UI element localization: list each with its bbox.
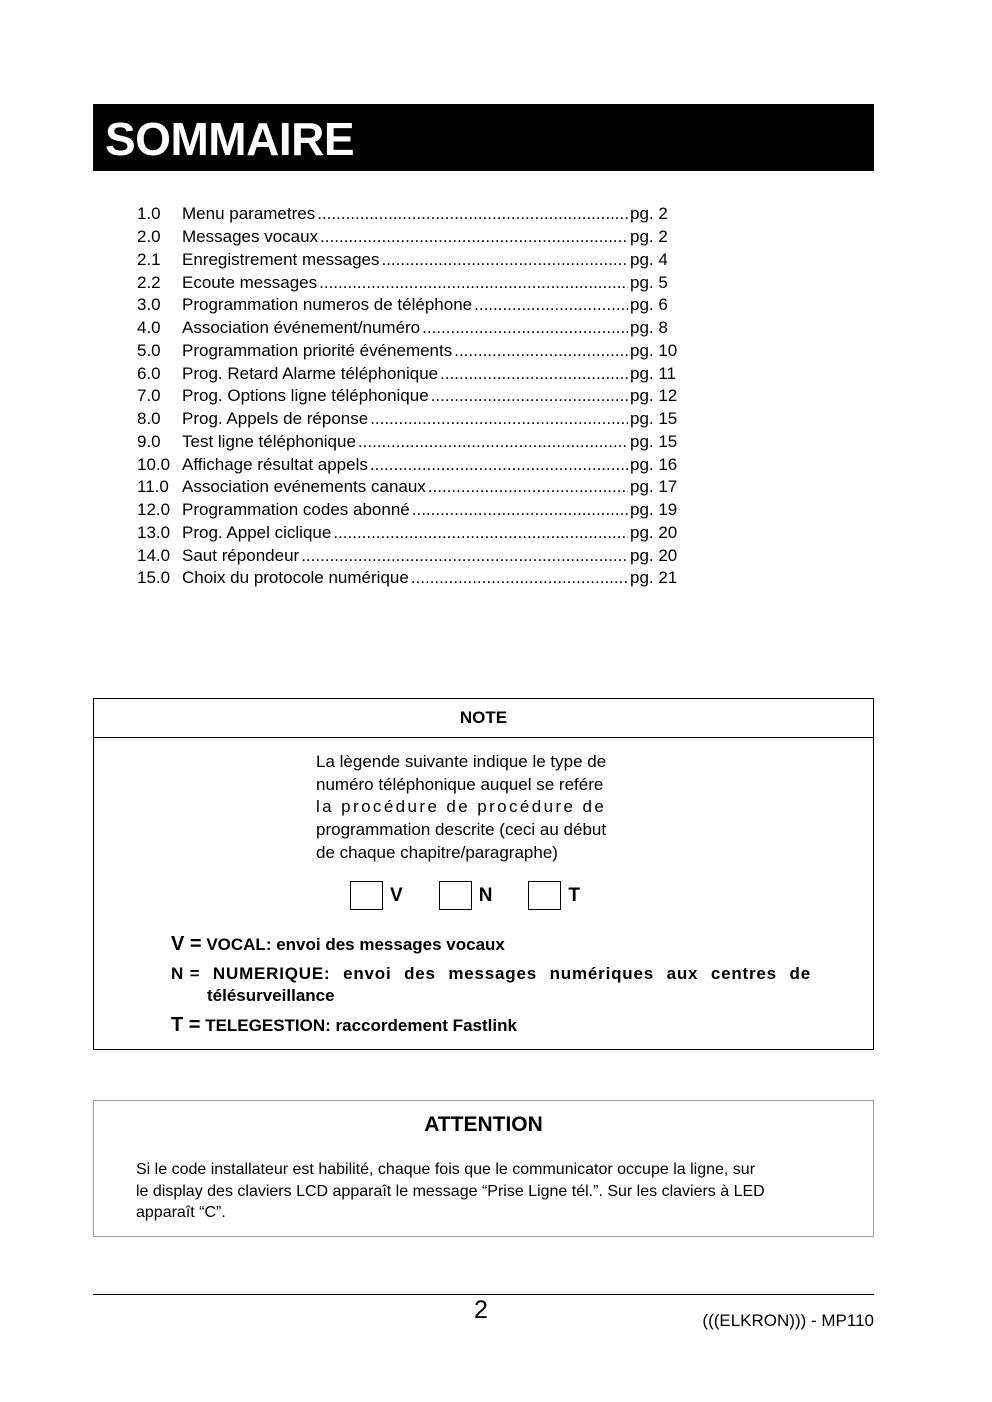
toc-title: Test ligne téléphonique	[182, 431, 356, 451]
definition-word: NUMERIQUE:	[212, 964, 331, 983]
toc-leader	[431, 385, 628, 407]
toc-page: pg. 8	[630, 318, 668, 338]
legend-letter-n: N	[478, 884, 493, 906]
toc-number: 4.0	[137, 318, 161, 338]
toc-page: pg. 11	[630, 363, 677, 383]
legend-checkbox-t	[528, 881, 561, 910]
toc-number: 11.0	[137, 477, 169, 497]
toc-title: Prog. Options ligne téléphonique	[182, 386, 429, 406]
toc-page: pg. 2	[630, 227, 668, 247]
toc-entry[interactable]	[137, 249, 682, 272]
toc-entry[interactable]	[137, 294, 682, 317]
toc-number: 5.0	[137, 340, 161, 360]
legend-letter-v: V	[390, 884, 403, 906]
legend-checkbox-v	[350, 881, 383, 910]
toc-entry[interactable]	[137, 453, 682, 476]
toc-page: pg. 10	[630, 340, 678, 360]
footer-brand: (((ELKRON))) - MP110	[702, 1311, 874, 1330]
attention-line: apparaît “C”.	[136, 1204, 226, 1221]
note-text	[316, 751, 634, 865]
toc-title: Enregistrement messages	[182, 249, 380, 269]
toc-page: pg. 20	[630, 522, 678, 542]
toc-entry[interactable]	[137, 385, 682, 408]
attention-heading: ATTENTION	[424, 1113, 543, 1136]
definition-word: messages	[448, 964, 538, 983]
definition-key: N =	[171, 964, 201, 983]
toc-leader	[474, 294, 628, 316]
toc-page: pg. 15	[630, 409, 678, 429]
toc-leader	[319, 272, 628, 294]
legend-boxes	[350, 881, 616, 910]
toc-title: Messages vocaux	[182, 227, 319, 247]
toc-number: 8.0	[137, 409, 161, 429]
definition-text: TELEGESTION: raccordement Fastlink	[205, 1016, 517, 1035]
toc-leader	[317, 203, 628, 225]
toc-number: 7.0	[137, 386, 161, 406]
toc-entry[interactable]	[137, 317, 682, 340]
toc-title: Saut répondeur	[182, 545, 300, 565]
toc-page: pg. 21	[630, 568, 678, 588]
toc-leader	[358, 431, 628, 453]
toc-entry[interactable]	[137, 544, 682, 567]
toc-title: Prog. Appels de réponse	[182, 409, 369, 429]
note-heading: NOTE	[94, 699, 873, 738]
toc-leader	[381, 249, 628, 271]
toc-page: pg. 2	[630, 204, 668, 224]
toc-number: 1.0	[137, 204, 161, 224]
toc-page: pg. 20	[630, 545, 678, 565]
toc-page: pg. 5	[630, 272, 668, 292]
toc-title: Prog. Appel ciclique	[182, 522, 332, 542]
definition-word: des	[404, 964, 436, 983]
attention-text	[136, 1159, 836, 1224]
toc-number: 14.0	[137, 545, 171, 565]
note-line: La lègende suivante indique le type de	[316, 752, 607, 771]
toc-page: pg. 19	[630, 500, 678, 520]
table-of-contents	[137, 203, 682, 590]
toc-entry[interactable]	[137, 340, 682, 363]
toc-number: 15.0	[137, 568, 171, 588]
footer-divider	[93, 1294, 874, 1295]
toc-number: 10.0	[137, 454, 171, 474]
toc-number: 12.0	[137, 500, 171, 520]
toc-number: 2.2	[137, 272, 161, 292]
toc-leader	[370, 408, 628, 430]
toc-number: 2.0	[137, 227, 161, 247]
note-line: programmation descrite (ceci au début	[316, 820, 607, 840]
toc-leader	[440, 363, 628, 385]
toc-page: pg. 16	[630, 454, 678, 474]
legend-checkbox-n	[439, 881, 472, 910]
toc-entry[interactable]	[137, 271, 682, 294]
definition-word: numériques	[549, 964, 654, 983]
toc-number: 9.0	[137, 431, 161, 451]
note-line: numéro téléphonique auquel se refére	[316, 774, 604, 794]
page-title: SOMMAIRE	[105, 113, 354, 165]
toc-title: Programmation priorité événements	[182, 340, 453, 360]
toc-title: Choix du protocole numérique	[182, 568, 409, 588]
definition-text: VOCAL: envoi des messages vocaux	[206, 935, 505, 954]
toc-number: 6.0	[137, 363, 161, 383]
definition-line	[171, 963, 811, 985]
definition-word: aux	[666, 964, 699, 983]
toc-title: Menu parametres	[182, 204, 316, 224]
toc-leader	[412, 499, 628, 521]
toc-entry[interactable]	[137, 362, 682, 385]
toc-leader	[333, 522, 628, 544]
toc-number: 13.0	[137, 522, 171, 542]
definition-word: centres	[710, 964, 777, 983]
toc-leader	[411, 567, 628, 589]
note-box	[93, 698, 874, 1050]
attention-line: Si le code installateur est habilité, chaque fois que le communicator occupe la ligne, sur	[136, 1161, 756, 1178]
toc-title: Association evénements canaux	[182, 477, 426, 497]
toc-entry[interactable]	[137, 203, 682, 226]
attention-box	[93, 1100, 874, 1237]
toc-entry[interactable]	[137, 522, 682, 545]
toc-page: pg. 15	[630, 431, 678, 451]
toc-leader	[422, 317, 628, 339]
toc-leader	[320, 226, 628, 248]
definition-key: V =	[171, 933, 202, 955]
definition-word: de	[789, 964, 811, 983]
toc-number: 3.0	[137, 295, 161, 315]
toc-leader	[301, 545, 628, 567]
toc-title: Programmation codes abonné	[182, 500, 410, 520]
definition-vocal	[171, 933, 505, 956]
toc-page: pg. 6	[630, 295, 668, 315]
attention-line: le display des claviers LCD apparaît le message “Prise Ligne tél.”. Sur les claviers à LED	[136, 1182, 765, 1200]
page-number: 2	[474, 1296, 488, 1324]
legend-letter-t: T	[568, 884, 581, 906]
toc-title: Ecoute messages	[182, 272, 318, 292]
toc-entry[interactable]	[137, 431, 682, 454]
toc-title: Programmation numeros de téléphone	[182, 295, 473, 315]
note-line: de chaque chapitre/paragraphe)	[316, 842, 558, 862]
definition-telegestion	[171, 1014, 517, 1037]
toc-entry[interactable]	[137, 476, 682, 499]
toc-number: 2.1	[137, 249, 161, 269]
toc-leader	[428, 476, 628, 498]
definition-word: envoi	[343, 964, 392, 983]
definition-key: T =	[171, 1014, 201, 1036]
toc-page: pg. 17	[630, 477, 678, 497]
toc-leader	[454, 340, 628, 362]
toc-page: pg. 4	[630, 249, 668, 269]
note-line: la procédure de procédure de	[316, 797, 607, 817]
toc-entry[interactable]	[137, 567, 682, 590]
title-banner	[93, 104, 874, 171]
toc-title: Affichage résultat appels	[182, 454, 368, 474]
toc-page: pg. 12	[630, 386, 678, 406]
toc-title: Prog. Retard Alarme téléphonique	[182, 363, 439, 383]
definition-numerique	[171, 963, 811, 1007]
definition-text: télésurveillance	[207, 986, 335, 1005]
toc-leader	[370, 454, 628, 476]
toc-title: Association événement/numéro	[182, 318, 421, 338]
toc-entry[interactable]	[137, 226, 682, 249]
toc-entry[interactable]	[137, 499, 682, 522]
toc-entry[interactable]	[137, 408, 682, 431]
